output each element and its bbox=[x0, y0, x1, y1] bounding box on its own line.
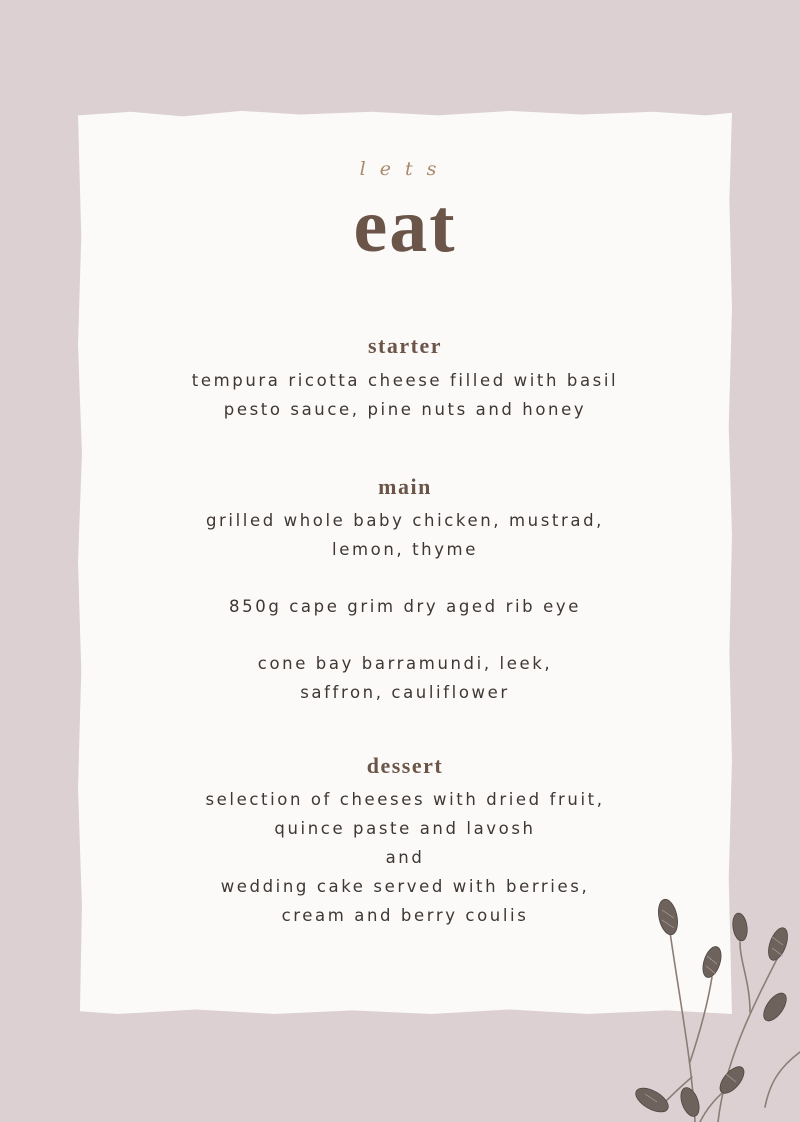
main-dish: 850g cape grim dry aged rib eye bbox=[229, 597, 581, 616]
starter-dish: tempura ricotta cheese filled with basil pesto sauce, pine nuts and honey bbox=[191, 371, 619, 419]
section-title-main: main bbox=[378, 474, 432, 499]
menu-title: eat bbox=[353, 184, 457, 268]
main-dish: cone bay barramundi, leek, saffron, cauliflower bbox=[257, 654, 553, 702]
dessert-dish: selection of cheeses with dried fruit, quince paste and lavosh and wedding cake served with berries, cream and berry coulis bbox=[205, 790, 605, 925]
main-dish: grilled whole baby chicken, mustrad, lemon, thyme bbox=[205, 511, 605, 559]
section-title-dessert: dessert bbox=[366, 753, 444, 778]
dried-flower-sprig-icon bbox=[600, 862, 800, 1122]
section-title-starter: starter bbox=[367, 333, 442, 358]
script-heading: lets bbox=[359, 158, 451, 180]
